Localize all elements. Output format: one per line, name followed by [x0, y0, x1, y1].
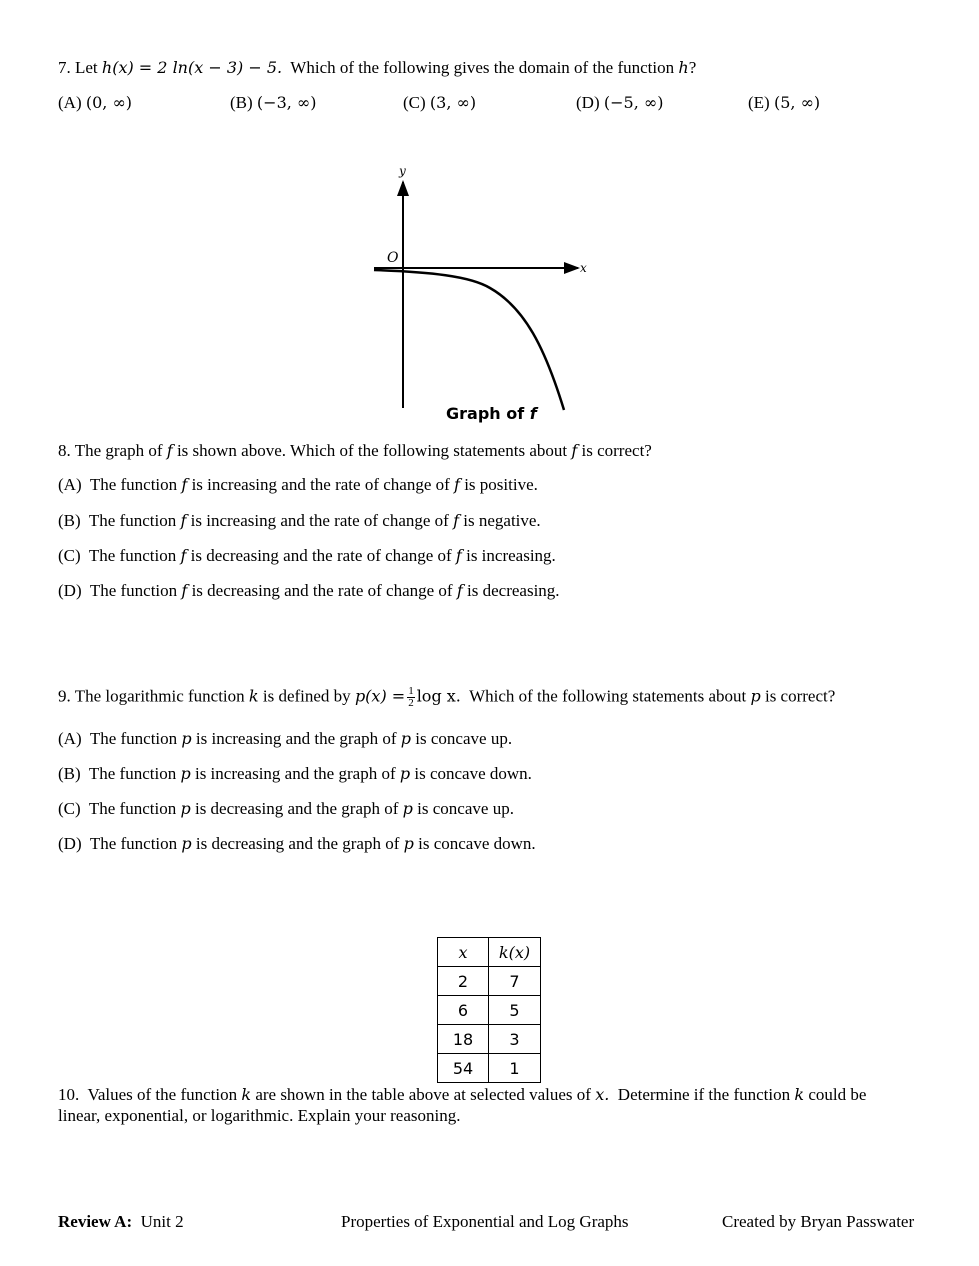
q9-func-lhs: p(x) =	[354, 686, 406, 706]
q10-func-k: k	[794, 1085, 805, 1104]
q9-option-c[interactable]	[58, 799, 514, 819]
table-header-x: x	[438, 938, 489, 967]
q9-func-k: k	[248, 686, 259, 706]
q7-choice-c[interactable]	[403, 93, 476, 113]
q10-text: could be	[808, 1085, 867, 1104]
fraction-numerator: 1	[408, 685, 414, 697]
q7-choice-value: (3, ∞)	[429, 93, 477, 112]
footer-title: Properties of Exponential and Log Graphs	[341, 1212, 629, 1231]
option-text: is concave up.	[415, 729, 513, 748]
table-cell: 18	[438, 1025, 489, 1054]
option-text: is concave down.	[418, 834, 536, 853]
table-row	[438, 996, 541, 1025]
y-axis-label: y	[399, 164, 406, 178]
option-letter: (A)	[58, 729, 82, 748]
q8-stem-b: is shown above. Which of the following statements about	[176, 441, 568, 460]
q7-choice-letter: (E)	[748, 93, 770, 112]
option-text: The function	[88, 764, 177, 783]
option-text: is decreasing and the graph of	[195, 834, 400, 853]
option-func: p	[400, 729, 412, 748]
q9-stem-c: Which of the following statements about	[469, 686, 747, 706]
q10-line2: linear, exponential, or logarithmic. Explain your reasoning.	[58, 1106, 461, 1125]
option-text: is increasing and the rate of change of	[190, 511, 449, 530]
q7-choice-letter: (B)	[230, 93, 253, 112]
option-text: is increasing and the graph of	[194, 764, 396, 783]
q7-function: h(x) = 2 ln(x − 3) − 5.	[101, 58, 283, 77]
table-cell: 7	[489, 967, 541, 996]
q10-func-k: k	[241, 1085, 252, 1104]
option-text: is increasing and the graph of	[195, 729, 397, 748]
graph-caption	[446, 404, 537, 423]
q7-lead: Let	[75, 58, 98, 77]
q8-func: f	[571, 441, 578, 460]
q7-question: Which of the following gives the domain of the function	[290, 58, 675, 77]
q8-stem-c: is correct?	[581, 441, 652, 460]
option-letter: (B)	[58, 764, 81, 783]
q7-choice-a[interactable]	[58, 93, 132, 113]
q7-choice-e[interactable]	[748, 93, 820, 113]
q10-number: 10.	[58, 1085, 80, 1104]
q9-stem	[58, 686, 835, 709]
option-text: is concave down.	[414, 764, 532, 783]
table-row	[438, 967, 541, 996]
q7-stem	[58, 58, 696, 78]
table-cell: 1	[489, 1054, 541, 1083]
q9-option-b[interactable]	[58, 764, 532, 784]
option-text: is increasing.	[466, 546, 556, 565]
q8-func: f	[166, 441, 173, 460]
option-func: f	[455, 546, 462, 565]
q10-text: are shown in the table above at selected values of	[255, 1085, 591, 1104]
q8-option-d[interactable]	[58, 581, 560, 601]
q8-option-c[interactable]	[58, 546, 556, 566]
option-func: p	[180, 799, 191, 818]
q9-stem-a: The logarithmic function	[74, 686, 245, 706]
footer-review-label: Review A:	[58, 1212, 133, 1231]
q7-qmark: ?	[688, 58, 697, 77]
table-cell: 6	[438, 996, 489, 1025]
q7-choice-value: (−3, ∞)	[256, 93, 317, 112]
q9-fraction	[407, 686, 415, 709]
option-text: is decreasing and the graph of	[194, 799, 399, 818]
graph-caption-func: f	[529, 404, 537, 423]
option-text: is concave up.	[417, 799, 514, 818]
origin-label: O	[387, 250, 399, 266]
q7-choice-value: (−5, ∞)	[603, 93, 664, 112]
table-row	[438, 1054, 541, 1083]
option-func: f	[181, 581, 188, 600]
option-func: p	[181, 729, 192, 748]
q8-number: 8.	[58, 441, 71, 460]
option-func: p	[402, 799, 413, 818]
option-func: p	[403, 834, 414, 853]
option-func: f	[180, 511, 187, 530]
graph-of-f	[360, 158, 600, 418]
q8-option-b[interactable]	[58, 511, 541, 531]
table-cell: 54	[438, 1054, 489, 1083]
option-text: is increasing and the rate of change of	[191, 475, 450, 494]
option-letter: (B)	[58, 511, 81, 530]
q9-number: 9.	[58, 686, 71, 706]
table-header-row	[438, 938, 541, 967]
option-func: p	[181, 834, 192, 853]
option-func: p	[399, 764, 411, 783]
q9-option-a[interactable]	[58, 729, 512, 749]
option-text: The function	[88, 511, 177, 530]
q7-function-name: h	[678, 58, 689, 77]
q10-text: Values of the function	[87, 1085, 238, 1104]
option-text: The function	[88, 546, 177, 565]
q9-stem-b: is defined by	[262, 686, 351, 706]
k-values-table	[437, 937, 541, 1083]
q8-stem-a: The graph of	[74, 441, 163, 460]
table-cell: 5	[489, 996, 541, 1025]
option-text: is decreasing and the rate of change of	[191, 581, 453, 600]
option-letter: (C)	[58, 546, 81, 565]
option-func: f	[180, 546, 187, 565]
option-text: The function	[88, 799, 177, 818]
option-func: f	[456, 581, 463, 600]
option-func: p	[180, 764, 191, 783]
q9-option-d[interactable]	[58, 834, 536, 854]
option-func: f	[181, 475, 188, 494]
option-func: f	[453, 511, 460, 530]
q7-choice-d[interactable]	[576, 93, 663, 113]
option-text: The function	[89, 729, 178, 748]
q7-choice-letter: (D)	[576, 93, 600, 112]
x-axis-label: x	[580, 261, 587, 275]
table-row	[438, 1025, 541, 1054]
q9-func-rhs: log x.	[416, 686, 461, 706]
q7-number: 7.	[58, 58, 71, 77]
option-func: f	[454, 475, 460, 494]
option-letter: (A)	[58, 475, 82, 494]
option-text: is decreasing and the rate of change of	[190, 546, 452, 565]
q7-choice-b[interactable]	[230, 93, 317, 113]
fraction-denominator: 2	[408, 697, 414, 709]
q7-choice-value: (5, ∞)	[773, 93, 821, 112]
footer-left	[58, 1212, 184, 1232]
q7-choice-letter: (A)	[58, 93, 82, 112]
option-text: is negative.	[463, 511, 541, 530]
q9-stem-d: is correct?	[764, 686, 836, 706]
table-header-kx: k(x)	[489, 938, 541, 967]
table-cell: 3	[489, 1025, 541, 1054]
q7-choice-letter: (C)	[403, 93, 426, 112]
option-text: The function	[89, 475, 178, 494]
q10-text: Determine if the function	[617, 1085, 791, 1104]
q8-option-a[interactable]	[58, 475, 538, 495]
option-text: is decreasing.	[467, 581, 560, 600]
option-letter: (D)	[58, 834, 82, 853]
q10-line1	[58, 1085, 866, 1105]
q8-stem	[58, 441, 652, 461]
option-letter: (C)	[58, 799, 81, 818]
option-text: The function	[89, 581, 178, 600]
footer-unit: Unit 2	[140, 1212, 184, 1231]
graph-caption-prefix: Graph of	[446, 404, 525, 423]
option-text: is positive.	[464, 475, 538, 494]
option-text: The function	[89, 834, 178, 853]
q9-func-p: p	[750, 686, 761, 706]
q10-var-x: x.	[595, 1085, 610, 1104]
footer-author: Created by Bryan Passwater	[722, 1212, 915, 1231]
q7-choice-value: (0, ∞)	[85, 93, 133, 112]
option-letter: (D)	[58, 581, 82, 600]
table-cell: 2	[438, 967, 489, 996]
